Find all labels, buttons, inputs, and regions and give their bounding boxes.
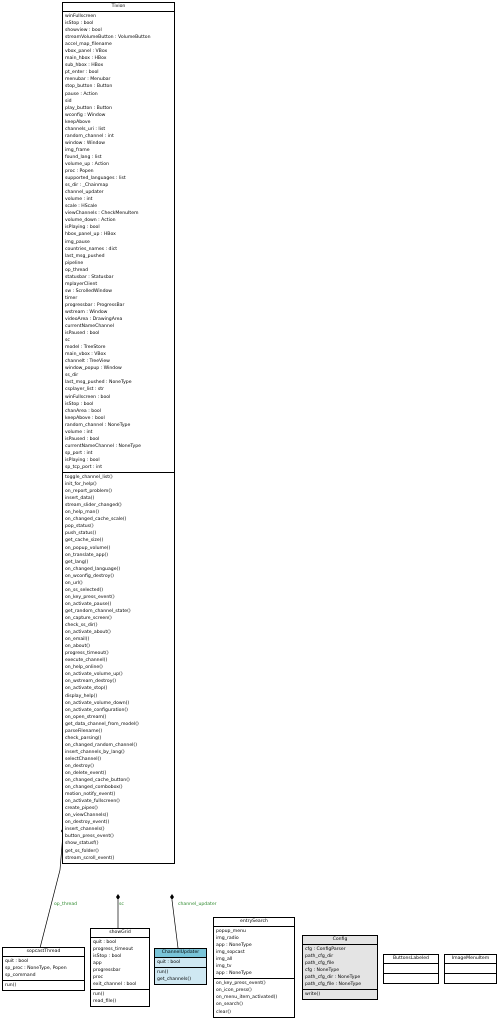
- class-method: pop_status(): [65, 524, 94, 530]
- class-attribute: window_popup : Window: [65, 366, 122, 372]
- class-attributes: [384, 964, 438, 974]
- class-method: on_changed_cache_button(): [65, 778, 130, 784]
- class-method: on_capture_screen(): [65, 615, 112, 621]
- class-attribute: sp_tcp_port : int: [65, 465, 103, 470]
- class-method: stream_slider_changed(): [65, 503, 122, 509]
- edge-label-channel-updater: channel_updater: [178, 902, 217, 907]
- class-attribute: currentNameChannel: [65, 324, 114, 330]
- class-attribute: isPaused : bool: [65, 436, 100, 442]
- class-method: get_lang(): [65, 559, 89, 565]
- class-method: on_activate_about(): [65, 630, 111, 636]
- class-attribute: countries_names : dict: [65, 246, 118, 252]
- class-attribute: app : NoneType: [216, 943, 252, 949]
- class-attribute: csplayer_list : str: [65, 387, 104, 393]
- class-method: on_help_man(): [65, 510, 100, 516]
- class-attribute: volume_down : Action: [65, 218, 116, 224]
- class-attribute: menubar : Menubar: [65, 77, 111, 83]
- class-method: on_about(): [65, 644, 90, 650]
- class-name: ImageMenuItem: [445, 955, 496, 964]
- class-method: on_search(): [216, 1002, 243, 1008]
- class-attribute: exit_channel : bool: [93, 982, 137, 988]
- class-name: sopcastThread: [3, 948, 84, 957]
- class-attribute: proc: [93, 975, 104, 981]
- class-attribute: app : NoneType: [216, 971, 252, 977]
- class-attribute: path_cfg_dir : NoneType: [305, 975, 361, 981]
- class-method: selectChannel(): [65, 756, 102, 762]
- class-attribute: random_channel : NoneType: [65, 422, 131, 428]
- edge-op-thread: [40, 834, 63, 948]
- class-buttons-labeled[interactable]: [383, 954, 439, 984]
- class-attributes: [63, 12, 174, 473]
- class-method: get_random_channel_state(): [65, 608, 131, 614]
- edge-sc-diamond: [116, 894, 120, 900]
- class-channel-updater[interactable]: [154, 948, 207, 985]
- class-name: showGrid: [91, 929, 149, 938]
- class-attribute: sid: [65, 98, 72, 104]
- class-attribute: quit : bool: [5, 959, 29, 964]
- class-method: on_activate_configuration(): [65, 707, 128, 713]
- class-method: parseFilename(): [65, 728, 103, 734]
- class-method: on_open_stream(): [65, 714, 107, 720]
- class-method: progress_timeout(): [65, 651, 109, 657]
- class-attribute: channels_uri : list: [65, 126, 106, 132]
- class-method: clear(): [216, 1009, 231, 1015]
- class-attribute: img_tv: [216, 964, 232, 970]
- class-method: on_ss_selected(): [65, 587, 104, 593]
- class-method: read_file(): [93, 999, 117, 1005]
- class-method: button_press_event(): [65, 834, 114, 840]
- class-attribute: found_lang : list: [65, 154, 102, 160]
- class-attribute: window : Window: [65, 140, 106, 146]
- class-method: on_activate_stop(): [65, 686, 108, 692]
- class-method: on_url(): [65, 580, 83, 586]
- class-attribute: hbox_panel_up : HBox: [65, 232, 116, 238]
- class-method: display_help(): [65, 693, 98, 699]
- class-attribute: vbox_panel : VBox: [65, 49, 108, 55]
- class-attribute: channel_updater: [65, 190, 104, 196]
- class-attribute: stop_button : Button: [65, 84, 113, 90]
- class-method: get_cache_size(): [65, 538, 104, 544]
- class-attribute: statusbar : Statusbar: [65, 274, 114, 280]
- class-attribute: pt_enter : bool: [65, 70, 99, 76]
- class-method: check_parsing(): [65, 735, 102, 741]
- class-attribute: viewChannels : CheckMenuItem: [65, 211, 139, 217]
- class-attribute: cfg : NoneType: [305, 968, 340, 974]
- class-method: execute_channel(): [65, 658, 108, 664]
- class-method: insert_data(): [65, 496, 95, 502]
- class-methods: [155, 968, 206, 984]
- edge-channel-updater-diamond: [170, 894, 174, 900]
- class-attributes: [155, 958, 206, 968]
- class-method: on_menu_item_activated(): [216, 995, 278, 1001]
- class-method: run(): [5, 983, 17, 989]
- class-method: on_key_press_event(): [65, 594, 115, 600]
- class-attribute: accel_map_filename: [65, 42, 112, 48]
- class-method: on_changed_language(): [65, 566, 121, 572]
- class-methods: [3, 981, 84, 990]
- class-method: toggle_channel_list(): [65, 475, 113, 481]
- class-attribute: pipeline: [65, 260, 84, 266]
- class-method: on_key_press_event(): [216, 981, 266, 987]
- class-name: ChannelUpdater: [155, 949, 206, 958]
- class-attribute: scale : HScale: [65, 204, 98, 210]
- class-attribute: popup_menu: [216, 929, 246, 934]
- class-methods: [384, 974, 438, 983]
- class-method: init_for_help(): [65, 482, 97, 488]
- class-method: insert_channels_by_lang(): [65, 749, 125, 755]
- class-attribute: random_channel : int: [65, 133, 114, 139]
- class-method: on_viewChannels(): [65, 813, 109, 819]
- class-show-grid[interactable]: [90, 928, 150, 1007]
- class-attribute: ss_dir: [65, 373, 79, 379]
- class-method: on_icon_press(): [216, 988, 252, 994]
- class-attribute: sub_hbox : HBox: [65, 63, 104, 69]
- class-attribute: sw : ScrolledWindow: [65, 288, 113, 294]
- class-attribute: isPlaying : bool: [65, 457, 100, 463]
- class-method: on_delete_event(): [65, 771, 107, 777]
- class-method: check_ss_dir(): [65, 623, 98, 629]
- class-attribute: img_all: [216, 957, 233, 963]
- class-attributes: [445, 964, 496, 974]
- edge-channel-updater: [172, 900, 178, 948]
- class-method: on_destroy_event(): [65, 820, 110, 826]
- class-method: run(): [157, 970, 169, 976]
- class-image-menu-item[interactable]: [444, 954, 497, 984]
- class-attribute: play_button : Button: [65, 105, 113, 111]
- class-attribute: volume : int: [65, 429, 93, 435]
- class-attribute: ss_dir : _Chainmap: [65, 183, 109, 189]
- class-attribute: model : TreeStore: [65, 345, 106, 351]
- class-attribute: progressbar: [93, 968, 121, 974]
- class-name: Tivion: [63, 3, 174, 12]
- class-attribute: isPaused : bool: [65, 331, 100, 337]
- class-attribute: pause : Action: [65, 91, 98, 97]
- class-attribute: img_radio: [216, 936, 239, 942]
- class-method: get_ss_folder(): [65, 848, 99, 854]
- class-entry-search[interactable]: [213, 917, 295, 1018]
- class-attributes: [214, 927, 294, 979]
- class-method: on_destroy(): [65, 763, 94, 769]
- class-method: run(): [93, 992, 105, 998]
- class-method: show_statusf(): [65, 841, 99, 847]
- class-sopcast-thread[interactable]: [2, 947, 85, 991]
- class-tivion[interactable]: [62, 2, 175, 864]
- class-attribute: sc: [65, 338, 70, 344]
- class-method: on_popup_volume(): [65, 545, 111, 551]
- class-attribute: channelt : TreeView: [65, 359, 110, 365]
- class-attribute: keepAbove : bool: [65, 415, 105, 421]
- class-method: on_activate_volume_down(): [65, 700, 130, 706]
- class-config[interactable]: [302, 935, 378, 1000]
- class-methods: [303, 990, 377, 999]
- class-attributes: [91, 938, 149, 990]
- class-attribute: last_msg_pushed : NoneType: [65, 380, 132, 386]
- class-attribute: img_sopcast: [216, 950, 245, 956]
- class-methods: [91, 990, 149, 1006]
- class-method: insert_channels(): [65, 827, 105, 833]
- class-attribute: showview : bool: [65, 28, 102, 34]
- class-attribute: supported_languages : list: [65, 176, 126, 182]
- class-method: on_activate_fullscreen(): [65, 799, 120, 805]
- class-attribute: winFullscreen : bool: [65, 394, 111, 400]
- class-attribute: volume_up : Action: [65, 161, 109, 167]
- class-attribute: isPlaying : bool: [65, 225, 100, 231]
- class-attribute: streamVolumeButton : VolumeButton: [65, 35, 151, 41]
- class-attribute: img_frame: [65, 147, 90, 153]
- class-attribute: mplayerClient: [65, 281, 98, 287]
- edge-label-op-thread: op_thread: [54, 902, 78, 907]
- class-name: entrySearch: [214, 918, 294, 927]
- class-attribute: sp_command: [5, 973, 36, 979]
- class-method: create_pipes(): [65, 806, 98, 812]
- class-name: Config: [303, 936, 377, 945]
- class-method: on_help_online(): [65, 665, 103, 671]
- class-method: on_translate_app(): [65, 552, 109, 558]
- class-name: ButtonsLabeled: [384, 955, 438, 964]
- class-method: write(): [305, 992, 321, 998]
- class-method: motion_notify_event(): [65, 792, 116, 798]
- class-method: on_changed_combobox(): [65, 785, 123, 791]
- class-attribute: proc : Popen: [65, 169, 94, 175]
- class-attribute: sp_port : int: [65, 450, 93, 456]
- class-methods: [445, 974, 496, 983]
- class-attribute: sp_proc : NoneType, Popen: [5, 966, 67, 972]
- class-attributes: [303, 945, 377, 990]
- class-attribute: last_msg_pushed: [65, 253, 105, 259]
- class-attribute: progressbar : ProgressBar: [65, 302, 125, 308]
- class-attribute: wstream : Window: [65, 309, 108, 315]
- class-attribute: currentNameChannel : NoneType: [65, 443, 141, 449]
- class-attribute: main_vbox : VBox: [65, 352, 106, 358]
- class-attribute: videoArea : DrawingArea: [65, 317, 123, 323]
- class-method: get_data_channel_from_model(): [65, 721, 139, 727]
- class-attribute: keepAbove: [65, 119, 91, 125]
- class-attribute: progress_timeout: [93, 947, 134, 953]
- class-method: get_channels(): [157, 977, 191, 983]
- class-method: on_activate_pause(): [65, 601, 112, 607]
- class-attribute: app: [93, 961, 102, 967]
- class-attribute: quit : bool: [93, 940, 117, 945]
- class-method: stream_scroll_event(): [65, 855, 115, 861]
- class-attribute: isStop : bool: [65, 401, 94, 407]
- class-attribute: timer: [65, 295, 78, 301]
- class-method: on_changed_random_channel(): [65, 742, 138, 748]
- class-method: on_activate_volume_up(): [65, 672, 123, 678]
- class-method: push_status(): [65, 531, 97, 537]
- class-attribute: isStop : bool: [93, 954, 122, 960]
- class-attributes: [3, 957, 84, 981]
- class-methods: [63, 473, 174, 863]
- class-attribute: volume : int: [65, 197, 93, 203]
- class-attribute: main_hbox : HBox: [65, 56, 107, 62]
- class-methods: [214, 979, 294, 1016]
- class-attribute: cfg : ConfigParser: [305, 947, 346, 952]
- edge-label-sc: sc: [119, 902, 124, 907]
- class-attribute: img_pause: [65, 239, 90, 245]
- class-attribute: quit : bool: [157, 960, 181, 965]
- class-attribute: winFullscreen: [65, 14, 97, 19]
- class-attribute: path_cfg_dir: [305, 954, 334, 960]
- class-method: on_wstream_destroy(): [65, 679, 117, 685]
- class-attribute: path_cfg_file: [305, 961, 335, 967]
- class-attribute: path_cfg_file : NoneType: [305, 982, 362, 988]
- class-attribute: chanArea : bool: [65, 408, 102, 414]
- class-method: on_email(): [65, 637, 90, 643]
- class-attribute: wconfig : Window: [65, 112, 106, 118]
- class-method: on_changed_cache_scale(): [65, 517, 127, 523]
- class-method: on_report_problem(): [65, 489, 112, 495]
- class-method: on_wconfig_destroy(): [65, 573, 114, 579]
- class-attribute: op_thread: [65, 267, 89, 273]
- class-attribute: isStop : bool: [65, 21, 94, 27]
